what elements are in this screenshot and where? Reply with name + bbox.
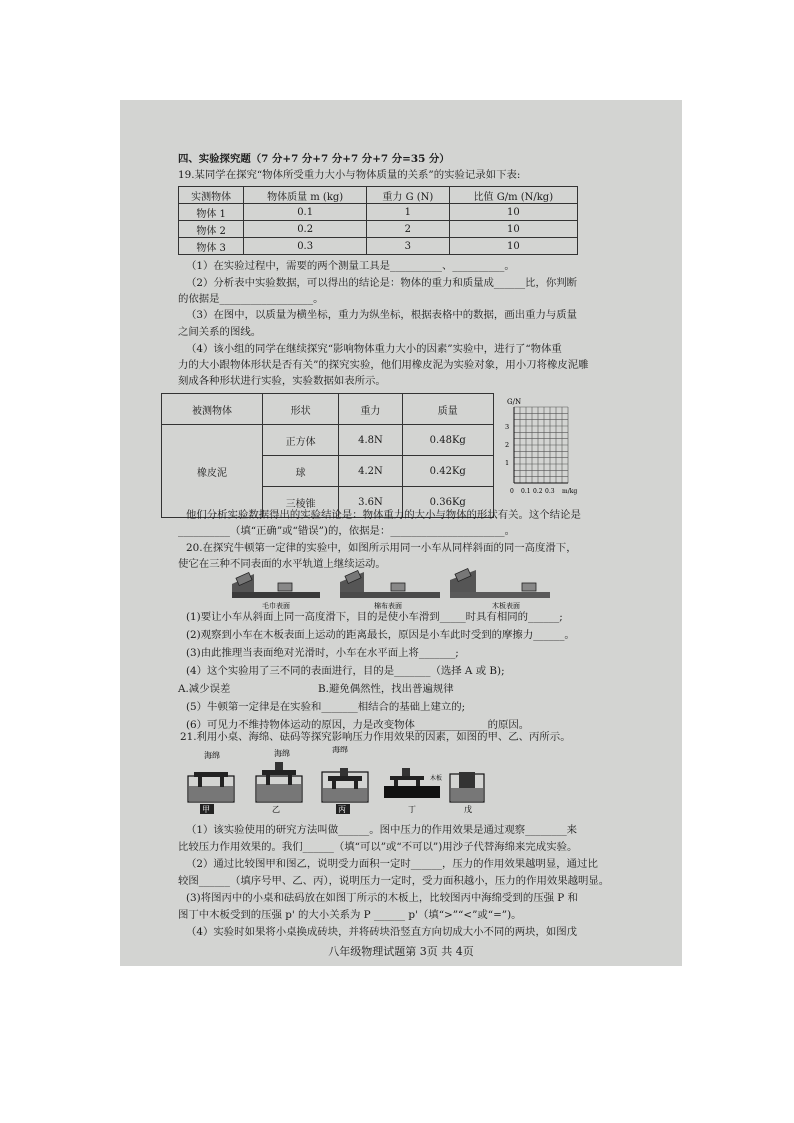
figure-label: 丙 [338, 805, 346, 814]
table-cell: 3 [367, 238, 450, 255]
q19-part5: 他们分析实验数据得出的实验结论是：物体重力的大小与物体的形状有关。这个结论是 [186, 509, 581, 521]
table-cell: 物体 2 [179, 221, 244, 238]
q21-part2-cont: 较图______（填序号甲、乙、丙），说明压力一定时，受力面积越小，压力的作用效果越明显。 [178, 875, 610, 887]
table-cell: 0.42Kg [402, 456, 494, 487]
table-header-cell: 重力 [339, 394, 402, 425]
graph-ytick: 2 [505, 441, 510, 449]
table-row [162, 425, 494, 456]
surface-label: 棉布表面 [374, 602, 402, 610]
q20-part6: (6）可见力不维持物体运动的原因，力是改变物体______________的原因。 [186, 719, 530, 731]
graph-xtick: 0.2 [533, 488, 543, 495]
table-header-row [162, 394, 494, 425]
q19-part2: （2）分析表中实验数据，可以得出的结论是：物体的重力和质量成______比，你判断 [186, 277, 578, 289]
board-label: 木板 [430, 775, 443, 782]
graph-xtick: 0.3 [545, 488, 555, 495]
q21-part1: （1）该实验使用的研究方法叫做______。图中压力的作用效果是通过观察________来 [186, 824, 578, 836]
table-cell: 物体 3 [179, 238, 244, 255]
graph-xlabel: m/kg [562, 488, 578, 495]
q20-part4: (4）这个实验用了三不同的表面进行，目的是_______（选择 A 或 B); [186, 665, 505, 677]
table-cell: 3.6N [339, 487, 402, 518]
table-cell: 2 [367, 221, 450, 238]
ramp-towel [232, 572, 320, 610]
q19-part4-cont1: 力的大小跟物体形状是否有关”的探究实验，他们用橡皮泥为实验对象，用小刀将橡皮泥雕 [178, 359, 589, 371]
q20-part3: (3)由此推理当表面绝对光滑时，小车在水平面上将_______; [186, 647, 459, 659]
section-title: 四、实验探究题（7 分+7 分+7 分+7 分+7 分=35 分） [178, 153, 450, 165]
q19-blank-graph[interactable] [502, 395, 588, 505]
table-header-cell: 重力 G (N) [367, 187, 450, 204]
table-row [179, 238, 578, 255]
q19-part3-cont: 之间关系的图线。 [178, 326, 262, 338]
table-cell: 4.2N [339, 456, 402, 487]
q21-figure [186, 746, 486, 818]
table-cell: 物体 1 [179, 204, 244, 221]
table-cell: 10 [449, 204, 577, 221]
surface-label: 毛巾表面 [262, 602, 290, 610]
figure-yi [256, 748, 302, 814]
table-cell-object: 橡皮泥 [162, 425, 263, 518]
figure-label: 戊 [464, 805, 472, 814]
table-cell: 4.8N [339, 425, 402, 456]
figure-jia [188, 750, 234, 814]
graph-xtick: 0.1 [521, 488, 531, 495]
figure-label: 丁 [408, 805, 416, 814]
q19-part1: （1）在实验过程中，需要的两个测量工具是__________、__________。 [186, 260, 515, 272]
table-cell: 10 [449, 238, 577, 255]
sponge-label: 海绵 [204, 751, 220, 760]
table-header-cell: 比值 G/m (N/kg) [449, 187, 577, 204]
table-header-cell: 形状 [262, 394, 338, 425]
table-cell: 0.1 [244, 204, 367, 221]
q21-part3: (3)将图丙中的小桌和砝码放在如图丁所示的木板上，比较图丙中海绵受到的压强 P 和 [186, 892, 578, 904]
sponge-label: 海绵 [274, 749, 290, 758]
q21-part2: （2）通过比较图甲和图乙，说明受力面积一定时______，压力的作用效果越明显，通过比 [186, 858, 598, 870]
figure-label: 甲 [202, 805, 210, 814]
table-header-row [179, 187, 578, 204]
exam-page [120, 100, 682, 966]
q20-option-b: B.避免偶然性，找出普遍规律 [318, 683, 454, 695]
graph-ylabel: G/N [507, 398, 522, 406]
ramp-board [450, 568, 550, 610]
page-footer: 八年级物理试题第 3页 共 4页 [328, 945, 474, 958]
graph-ytick: 3 [505, 423, 510, 431]
table-cell: 球 [262, 456, 338, 487]
q20-part2: (2)观察到小车在木板表面上运动的距离最长，原因是小车此时受到的摩擦力______。 [186, 629, 575, 641]
table-header-cell: 质量 [402, 394, 494, 425]
table-row [179, 221, 578, 238]
q19-shape-table [161, 393, 494, 518]
table-cell: 三棱锥 [262, 487, 338, 518]
q19-intro: 19.某同学在探究“物体所受重力大小与物体质量的关系”的实验记录如下表: [178, 169, 521, 181]
q19-part5-cont: __________（填“正确”或“错误”)的，依据是：______________________。 [178, 525, 516, 537]
q19-part4: （4）该小组的同学在继续探究“影响物体重力大小的因素”实验中，进行了“物体重 [186, 343, 562, 355]
q19-part4-cont2: 刻成各种形状进行实验，实验数据如表所示。 [178, 375, 386, 387]
q21-part4: （4）实验时如果将小桌换成砖块，并将砖块沿竖直方向切成大小不同的两块，如图戊 [186, 926, 578, 938]
q21-part3-cont: 图丁中木板受到的压强 p' 的大小关系为 P ______ p'（填“>”“<”或“=”)。 [178, 909, 522, 921]
graph-xtick: 0 [510, 488, 514, 495]
table-row [179, 204, 578, 221]
q21-intro: 21.利用小桌、海绵、砝码等探究影响压力作用效果的因素，如图的甲、乙、丙所示。 [180, 731, 571, 743]
q20-intro: 20.在探究牛顿第一定律的实验中，如图所示用同一小车从同样斜面的同一高度滑下， [186, 542, 577, 554]
table-cell: 0.2 [244, 221, 367, 238]
table-cell: 10 [449, 221, 577, 238]
graph-grid [514, 407, 568, 483]
figure-wu [450, 772, 484, 814]
sponge-label: 海绵 [332, 746, 348, 754]
q20-part1: (1)要让小车从斜面上同一高度滑下，目的是使小车滑到_____时具有相同的______; [186, 611, 563, 623]
figure-label: 乙 [272, 805, 280, 814]
table-header-cell: 实测物体 [179, 187, 244, 204]
table-header-cell: 物体质量 m (kg) [244, 187, 367, 204]
q20-option-a: A.减少误差 [178, 683, 231, 695]
q19-table [178, 186, 578, 255]
graph-ytick: 1 [505, 459, 510, 467]
q21-part1-cont: 比较压力作用效果的。我们______（填“可以”或“不可以”)用沙子代替海绵来完成实验。 [178, 841, 578, 853]
table-cell: 0.36Kg [402, 487, 494, 518]
figure-ding [384, 768, 442, 814]
q19-part2-cont: 的依据是__________________。 [178, 293, 324, 305]
table-cell: 正方体 [262, 425, 338, 456]
q19-part3: （3）在图中，以质量为横坐标，重力为纵坐标，根据表格中的数据，画出重力与质量 [186, 309, 578, 321]
q20-part5: (5）牛顿第一定律是在实验和_______相结合的基础上建立的; [186, 701, 466, 713]
table-header-cell: 被测物体 [162, 394, 263, 425]
table-cell: 0.3 [244, 238, 367, 255]
q20-intro-cont: 使它在三种不同表面的水平轨道上继续运动。 [178, 558, 386, 570]
surface-label: 木板表面 [492, 602, 520, 610]
q20-figure [228, 566, 558, 610]
table-cell: 1 [367, 204, 450, 221]
ramp-cotton [340, 570, 440, 610]
figure-bing [322, 746, 368, 814]
table-cell: 0.48Kg [402, 425, 494, 456]
